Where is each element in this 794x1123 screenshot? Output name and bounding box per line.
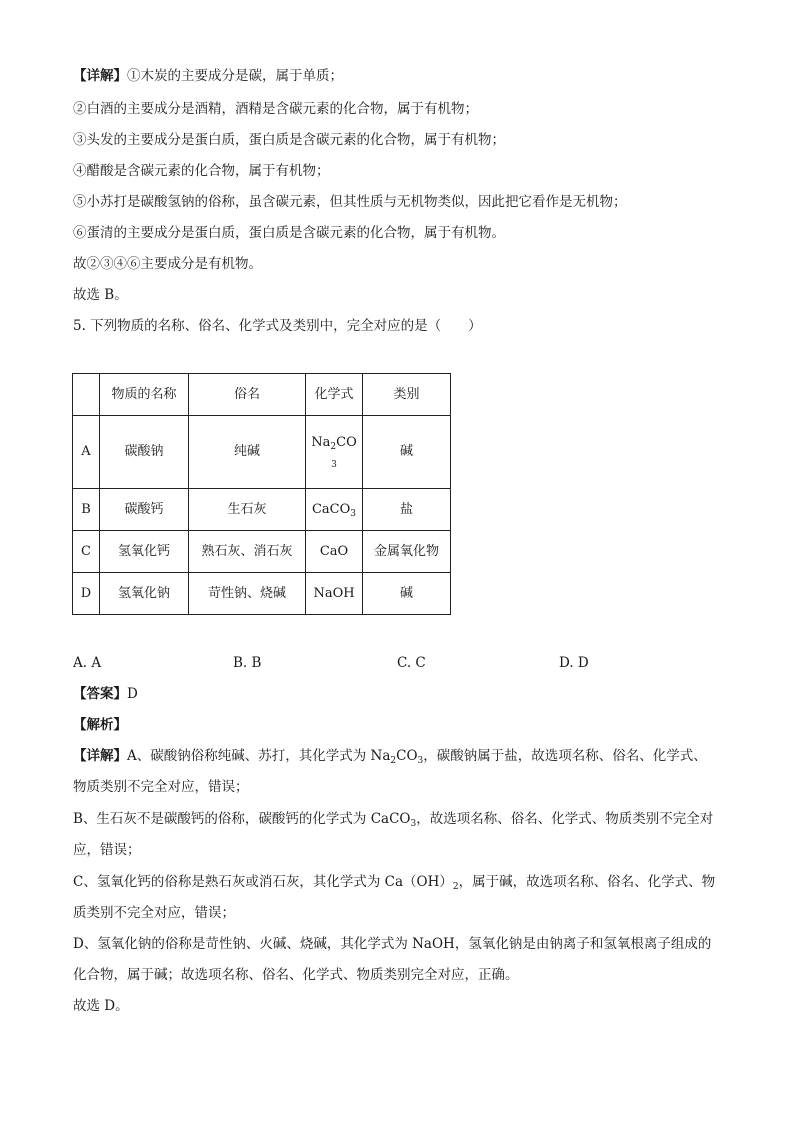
detail-label: 【详解】 [73, 68, 127, 84]
detail2-c-line-2: 质类别不完全对应，错误； [73, 905, 235, 921]
table-row [73, 531, 451, 573]
table-cell-name: 碳酸钙 [100, 489, 189, 531]
detail2-b-line-2: 应，错误； [73, 842, 141, 858]
detail2-a-line-1 [73, 747, 707, 765]
table-cell-label: D [73, 573, 100, 615]
formula-subscript: 2 [452, 882, 459, 892]
table-row [73, 489, 451, 531]
question-stem: 5. 下列物质的名称、俗名、化学式及类别中，完全对应的是（ ） [73, 318, 482, 334]
detail2-label: 【详解】 [73, 748, 127, 764]
option-c: C. C [397, 655, 426, 671]
formula-subscript: 3 [331, 460, 337, 470]
formula-subscript: 2 [330, 442, 337, 452]
detail-line-1 [73, 67, 343, 85]
detail-line-2: ②白酒的主要成分是酒精，酒精是含碳元素的化合物，属于有机物； [73, 101, 478, 117]
table-cell-label: C [73, 531, 100, 573]
detail-text: ①木炭的主要成分是碳，属于单质； [127, 68, 343, 84]
formula-subscript: 3 [410, 819, 417, 829]
table-cell-formula [306, 416, 363, 489]
answer-label: 【答案】 [73, 686, 127, 702]
detail2-text: ，碳酸钠属于盐，故选项名称、俗名、化学式、 [423, 748, 707, 764]
detail-line-5: ⑤小苏打是碳酸氢钠的俗称，虽含碳元素，但其性质与无机物类似，因此把它看作是无机物； [73, 194, 627, 210]
table-cell-common: 生石灰 [189, 489, 306, 531]
table-cell-name: 碳酸钠 [100, 416, 189, 489]
answer-value: D [127, 686, 138, 702]
table-cell-category: 盐 [363, 489, 451, 531]
table-cell-category: 碱 [363, 573, 451, 615]
formula-subscript: 3 [350, 508, 357, 519]
formula-text: CaCO [311, 501, 351, 517]
detail2-conclusion: 故选 D。 [73, 998, 129, 1014]
table-header-cell: 类别 [363, 374, 451, 416]
table-row [73, 573, 451, 615]
detail2-text: B、生石灰不是碳酸钙的俗称，碳酸钙的化学式为 CaCO [73, 811, 411, 827]
analysis-label: 【解析】 [73, 717, 127, 733]
table-cell-formula: NaOH [306, 573, 363, 615]
table-header-cell: 化学式 [306, 374, 363, 416]
detail2-d-line-2: 化合物，属于碱；故选项名称、俗名、化学式、物质类别完全对应，正确。 [73, 967, 519, 983]
option-b: B. B [233, 655, 262, 671]
detail2-a-line-2: 物质类别不完全对应，错误； [73, 779, 249, 795]
table-header-cell [73, 374, 100, 416]
answer-line [73, 685, 138, 703]
detail2-c-line-1 [73, 873, 715, 891]
detail2-text: ，故选项名称、俗名、化学式、物质类别不完全对 [416, 811, 714, 827]
detail2-d-line-1: D、氢氧化钠的俗称是苛性钠、火碱、烧碱，其化学式为 NaOH，氢氧化钠是由钠离子和氢氧根离子组成的 [73, 936, 712, 952]
table-cell-common: 纯碱 [189, 416, 306, 489]
detail-line-6: ⑥蛋清的主要成分是蛋白质，蛋白质是含碳元素的化合物，属于有机物。 [73, 225, 505, 241]
table-header-row [73, 374, 451, 416]
detail2-b-line-1 [73, 810, 713, 828]
table-cell-common: 苛性钠、烧碱 [189, 573, 306, 615]
detail-line-7: 故②③④⑥主要成分是有机物。 [73, 256, 262, 272]
formula-subscript: 2 [390, 756, 397, 766]
formula-text: CO [336, 435, 357, 450]
table-cell-name: 氢氧化钙 [100, 531, 189, 573]
detail2-text: C、氢氧化钙的俗称是熟石灰或消石灰，其化学式为 Ca（OH） [73, 874, 453, 890]
detail-line-8: 故选 B。 [73, 287, 128, 303]
table-cell-category: 碱 [363, 416, 451, 489]
detail-line-4: ④醋酸是含碳元素的化合物，属于有机物； [73, 163, 330, 179]
option-a: A. A [73, 655, 102, 671]
detail2-text: A、碳酸钠俗称纯碱、苏打，其化学式为 Na [127, 748, 391, 764]
table-header-cell: 俗名 [189, 374, 306, 416]
detail-line-3: ③头发的主要成分是蛋白质，蛋白质是含碳元素的化合物，属于有机物； [73, 132, 505, 148]
formula-subscript: 3 [417, 756, 424, 766]
table-cell-formula [306, 489, 363, 531]
table-cell-name: 氢氧化钠 [100, 573, 189, 615]
table-cell-common: 熟石灰、消石灰 [189, 531, 306, 573]
table-cell-category: 金属氧化物 [363, 531, 451, 573]
option-d: D. D [559, 655, 589, 671]
table-cell-formula: CaO [306, 531, 363, 573]
detail2-text: CO [396, 748, 418, 764]
substance-table [72, 373, 451, 615]
table-row [73, 416, 451, 489]
table-header-cell: 物质的名称 [100, 374, 189, 416]
detail2-text: ，属于碱，故选项名称、俗名、化学式、物 [458, 874, 716, 890]
table-cell-label: A [73, 416, 100, 489]
formula-text: Na [311, 435, 331, 450]
table-cell-label: B [73, 489, 100, 531]
